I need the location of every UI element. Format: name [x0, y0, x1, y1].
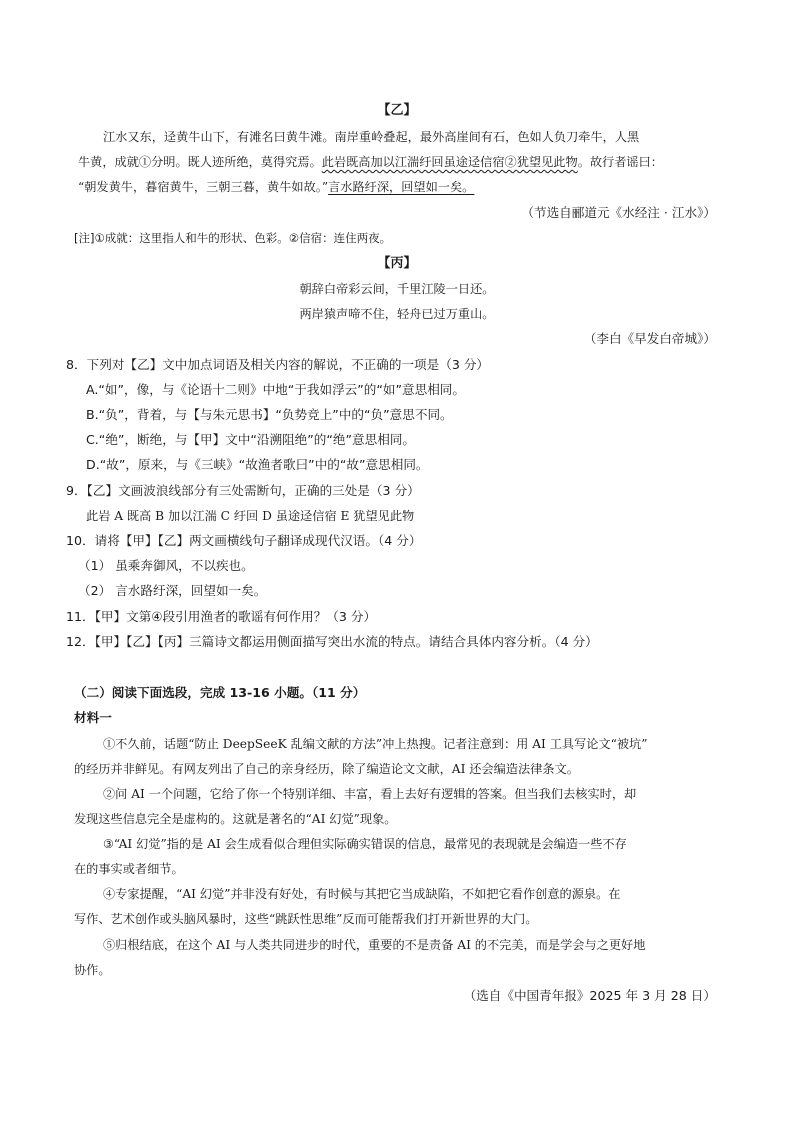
material-paragraph-2-line-2: 发现这些信息完全是虚构的。这就是著名的“AI 幻觉”现象。 — [74, 812, 397, 826]
section-2-heading: （二）阅读下面选段，完成 13-16 小题。（11 分） — [74, 685, 366, 700]
material-paragraph-3-line-1: ③“AI 幻觉”指的是 AI 会生成看似合理但实际确实错误的信息，最常见的表现就是会编造一些不存 — [103, 837, 627, 851]
poem-line-1: 朝辞白帝彩云间，千里江陵一日还。 — [299, 282, 495, 296]
section-heading-yi: 【乙】 — [377, 103, 417, 118]
material-paragraph-1-line-2: 的经历并非鲜见。有网友列出了自己的亲身经历，除了编造论文文献，AI 还会编造法律条文。 — [74, 762, 579, 776]
material-paragraph-3-line-2: 在的事实或者细节。 — [74, 862, 184, 876]
question-10-stem: 10．请将【甲】【乙】两文画横线句子翻译成现代汉语。（4 分） — [66, 533, 422, 548]
question-10-sentence-2: （2） 言水路纡深，回望如一矣。 — [78, 583, 267, 598]
wavy-underlined-sentence: 此岩既高加以江湍纡回虽途迳信宿②犹望见此物 — [321, 155, 578, 169]
material-one-label: 材料一 — [74, 710, 112, 725]
question-8-option-c: C.“绝”，断绝，与【甲】文中“沿溯阻绝”的“绝”意思相同。 — [86, 432, 416, 447]
yi-annotation-note: [注]①成就：这里指人和牛的形状、色彩。②信宿：连住两夜。 — [74, 231, 392, 245]
yi-source: （节选自郦道元《水经注 · 江水》） — [521, 205, 716, 220]
material-paragraph-2-line-1: ②问 AI 一个问题，它给了你一个特别详细、丰富，看上去好有逻辑的答案。但当我们去核实时，却 — [103, 787, 637, 801]
question-8-option-b: B.“负”，背着，与【与朱元思书】“负势竞上”中的“负”意思不同。 — [86, 407, 453, 422]
straight-underlined-sentence: 言水路纡深，回望如一矣。 — [328, 180, 475, 194]
yi-paragraph-line-1: 江水又东，迳黄牛山下，有滩名曰黄牛滩。南岸重岭叠起，最外高崖间有石，色如人负刀牵牛，人黑 — [103, 130, 640, 144]
material-paragraph-5-line-1: ⑤归根结底，在这个 AI 与人类共同进步的时代，重要的不是责备 AI 的不完美，而是学会与之更好地 — [103, 938, 646, 952]
question-8-option-d: D.“故”，原来，与《三峡》“故渔者歌曰”中的“故”意思相同。 — [86, 457, 429, 472]
question-9-text: 此岩 A 既高 B 加以江湍 C 纡回 D 虽途迳信宿 E 犹望见此物 — [86, 509, 415, 523]
bing-source: （李白《早发白帝城》） — [583, 331, 716, 346]
question-11-stem: 11．【甲】文第④段引用渔者的歌谣有何作用？（3 分） — [66, 609, 377, 624]
section-heading-bing: 【丙】 — [377, 256, 417, 271]
material-paragraph-1-line-1: ①不久前，话题“防止 DeepSeeK 乱编文献的方法”冲上热搜。记者注意到：用 AI 工具写论文“被坑” — [103, 737, 648, 751]
yi-text-segment: 牛黄，成就①分明。既人迹所绝，莫得究焉。 — [78, 155, 322, 169]
material-paragraph-4-line-2: 写作、艺术创作或头脑风暴时，这些“跳跃性思维”反而可能帮我们打开新世界的大门。 — [74, 912, 538, 926]
yi-paragraph-line-2 — [78, 154, 663, 170]
yi-text-segment: 。故行者谣曰： — [577, 155, 663, 169]
question-12-stem: 12．【甲】【乙】【丙】三篇诗文都运用侧面描写突出水流的特点。请结合具体内容分析。（4 分） — [66, 634, 598, 649]
material-paragraph-4-line-1: ④专家提醒，“AI 幻觉”并非没有好处，有时候与其把它当成缺陷，不如把它看作创意的源泉。在 — [103, 887, 621, 901]
yi-paragraph-line-3 — [78, 179, 474, 195]
material-source: （选自《中国青年报》2025 年 3 月 28 日） — [463, 988, 716, 1003]
question-8-option-a: A.“如”，像，与《论语十二则》中地“于我如浮云”的“如”意思相同。 — [86, 382, 465, 397]
question-10-sentence-1: （1） 虽乘奔御风，不以疾也。 — [78, 558, 254, 573]
question-8-stem: 8．下列对【乙】文中加点词语及相关内容的解说，不正确的一项是（3 分） — [66, 357, 490, 372]
material-paragraph-5-line-2: 协作。 — [74, 963, 111, 977]
question-9-stem: 9．【乙】文画波浪线部分有三处需断句，正确的三处是（3 分） — [66, 483, 420, 498]
poem-line-2: 两岸猿声啼不住，轻舟已过万重山。 — [299, 307, 495, 321]
fishermen-song-quote: “朝发黄牛，暮宿黄牛，三朝三暮，黄牛如故。” — [78, 180, 329, 194]
